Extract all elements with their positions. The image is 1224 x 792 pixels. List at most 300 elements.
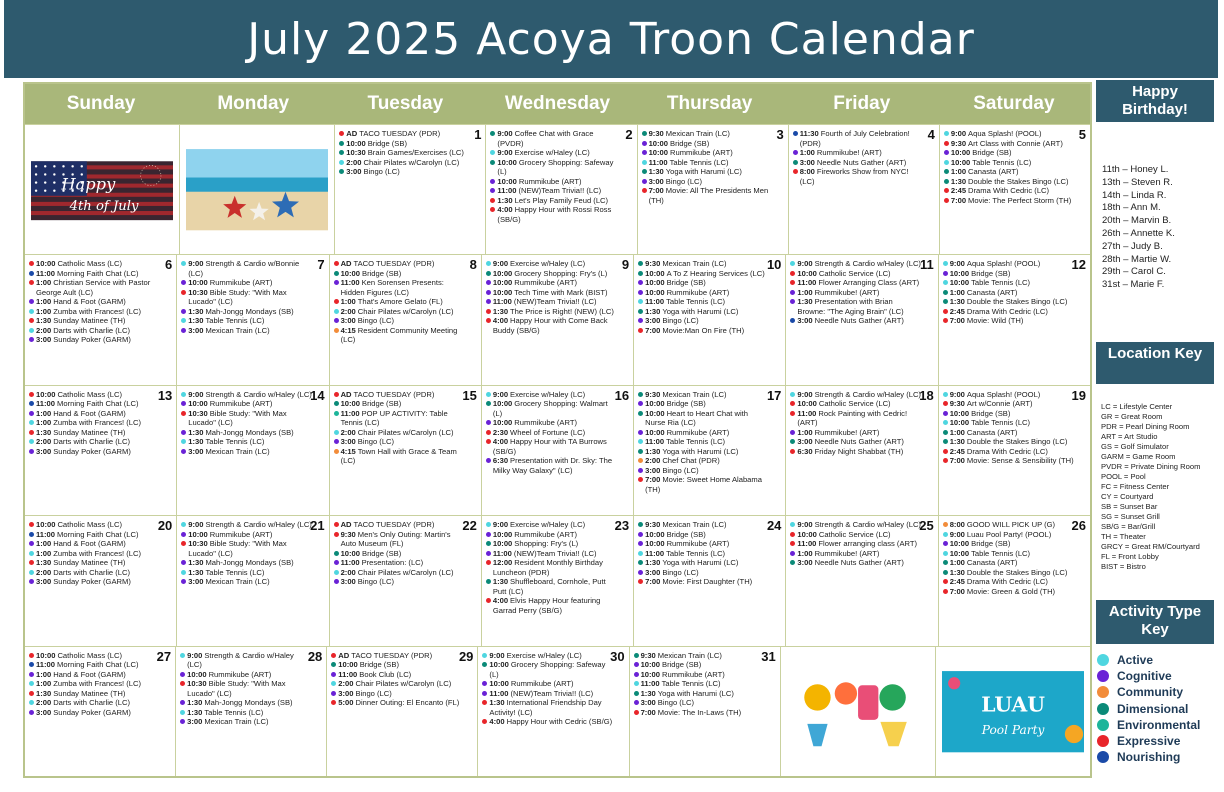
event-item[interactable] <box>638 278 769 288</box>
event-item[interactable] <box>339 158 469 168</box>
event-item[interactable] <box>790 390 921 400</box>
event-item[interactable] <box>943 437 1074 447</box>
event-time: 10:00 <box>187 669 207 679</box>
activity-type-dot <box>943 551 948 556</box>
activity-type-dot <box>790 532 795 537</box>
event-item[interactable] <box>638 549 769 559</box>
day-cell[interactable] <box>789 124 940 254</box>
event-item[interactable] <box>482 698 612 717</box>
event-item[interactable] <box>943 539 1074 549</box>
day-cell[interactable] <box>478 646 629 776</box>
day-cell[interactable] <box>786 515 938 645</box>
event-description: Mah-Jongg Mondays (SB) <box>205 306 294 316</box>
event-item[interactable] <box>486 297 617 307</box>
activity-type-dot <box>29 522 34 527</box>
activity-type-dot <box>490 207 495 212</box>
event-description: Rummikube (ART) <box>209 529 273 539</box>
activity-type-dot <box>943 589 948 594</box>
event-item[interactable] <box>943 456 1074 466</box>
event-item[interactable] <box>638 539 769 549</box>
event-item[interactable] <box>638 475 769 494</box>
event-item[interactable] <box>943 428 1074 438</box>
event-item[interactable] <box>634 660 764 670</box>
event-item[interactable] <box>334 428 465 438</box>
event-item[interactable] <box>638 307 769 317</box>
event-item[interactable] <box>943 577 1074 587</box>
event-item[interactable] <box>29 689 159 699</box>
event-item[interactable] <box>180 670 310 680</box>
event-item[interactable] <box>29 297 160 307</box>
event-item[interactable] <box>793 158 923 168</box>
event-time: 10:00 <box>949 548 970 558</box>
event-item[interactable] <box>29 335 160 345</box>
event-time: 1:00 <box>949 427 965 437</box>
day-cell[interactable] <box>25 385 177 515</box>
event-item[interactable] <box>29 326 160 336</box>
event-item[interactable] <box>486 316 617 335</box>
event-item[interactable] <box>486 437 617 456</box>
event-item[interactable] <box>29 278 160 297</box>
event-item[interactable] <box>482 651 612 661</box>
event-item[interactable] <box>334 399 465 409</box>
day-cell[interactable] <box>25 515 177 645</box>
event-item[interactable] <box>334 269 465 279</box>
event-time: 10:30 <box>188 539 208 549</box>
event-item[interactable] <box>943 549 1074 559</box>
event-item[interactable] <box>334 437 465 447</box>
event-item[interactable] <box>486 520 617 530</box>
event-item[interactable] <box>638 259 769 269</box>
event-description: Hand & Foot (GARM) <box>53 408 126 418</box>
event-item[interactable] <box>642 129 772 139</box>
event-item[interactable] <box>29 447 160 457</box>
event-item[interactable] <box>331 679 461 689</box>
event-item[interactable] <box>29 698 159 708</box>
day-cell[interactable] <box>786 385 938 515</box>
event-item[interactable] <box>29 307 160 317</box>
event-item[interactable] <box>790 278 921 288</box>
event-item[interactable] <box>334 549 465 559</box>
event-item[interactable] <box>181 390 312 400</box>
event-item[interactable] <box>334 520 465 530</box>
event-time: 4:15 <box>340 446 356 456</box>
event-item[interactable] <box>943 520 1074 530</box>
day-cell[interactable] <box>330 515 482 645</box>
activity-type-dot <box>181 430 186 435</box>
event-item[interactable] <box>634 651 764 661</box>
activity-type-dot <box>29 551 34 556</box>
event-item[interactable] <box>181 520 312 530</box>
event-item[interactable] <box>490 158 620 177</box>
day-cell[interactable] <box>939 515 1090 645</box>
day-cell[interactable] <box>634 254 786 384</box>
event-item[interactable] <box>490 148 620 158</box>
event-item[interactable] <box>642 158 772 168</box>
event-time: 1:30 <box>949 567 965 577</box>
event-item[interactable] <box>944 177 1074 187</box>
event-item[interactable] <box>790 530 921 540</box>
event-time: 11:00 <box>36 268 56 278</box>
event-item[interactable] <box>634 698 764 708</box>
birthday-item: 13th – Steven R. <box>1102 176 1173 188</box>
event-item[interactable] <box>29 660 159 670</box>
event-item[interactable] <box>486 390 617 400</box>
day-cell[interactable] <box>486 124 637 254</box>
event-item[interactable] <box>180 717 310 727</box>
event-item[interactable] <box>642 139 772 149</box>
event-item[interactable] <box>334 297 465 307</box>
event-item[interactable] <box>486 596 617 615</box>
activity-type-dot <box>29 318 34 323</box>
event-item[interactable] <box>334 326 465 345</box>
event-item[interactable] <box>638 530 769 540</box>
event-item[interactable] <box>790 288 921 298</box>
event-item[interactable] <box>943 259 1074 269</box>
event-item[interactable] <box>29 530 160 540</box>
event-item[interactable] <box>29 549 160 559</box>
event-item[interactable] <box>29 539 160 549</box>
event-item[interactable] <box>638 428 769 438</box>
day-number: 27 <box>156 648 172 664</box>
event-item[interactable] <box>181 437 312 447</box>
event-item[interactable] <box>486 278 617 288</box>
event-item[interactable] <box>638 409 769 428</box>
event-item[interactable] <box>790 409 921 428</box>
event-item[interactable] <box>180 708 310 718</box>
event-item[interactable] <box>482 660 612 679</box>
event-item[interactable] <box>180 698 310 708</box>
event-description: Grocery Shopping: Safeway (L) <box>497 157 614 176</box>
event-item[interactable] <box>943 418 1074 428</box>
event-item[interactable] <box>29 679 159 689</box>
event-item[interactable] <box>642 148 772 158</box>
event-item[interactable] <box>181 577 312 587</box>
event-description: Bingo (LC) <box>662 567 699 577</box>
event-item[interactable] <box>790 428 921 438</box>
day-cell[interactable] <box>630 646 781 776</box>
event-item[interactable] <box>29 269 160 279</box>
event-item[interactable] <box>29 651 159 661</box>
event-description: Double the Stakes Bingo (LC) <box>966 297 1068 307</box>
event-item[interactable] <box>944 158 1074 168</box>
event-description: Table Tennis (LC) <box>661 679 721 689</box>
event-time: 1:30 <box>187 698 203 708</box>
event-item[interactable] <box>943 316 1074 326</box>
event-description: Table Tennis (LC) <box>971 418 1031 428</box>
event-item[interactable] <box>181 278 312 288</box>
event-item[interactable] <box>943 390 1074 400</box>
event-item[interactable] <box>334 558 465 568</box>
event-item[interactable] <box>331 651 461 661</box>
event-item[interactable] <box>944 196 1074 206</box>
event-item[interactable] <box>642 177 772 187</box>
activity-type-dot <box>944 169 949 174</box>
day-cell[interactable] <box>634 385 786 515</box>
day-cell[interactable] <box>482 385 634 515</box>
event-item[interactable] <box>490 177 620 187</box>
activity-type-dot <box>486 420 491 425</box>
event-item[interactable] <box>486 307 617 317</box>
event-item[interactable] <box>790 447 921 457</box>
day-cell[interactable] <box>939 254 1090 384</box>
event-item[interactable] <box>793 167 923 186</box>
activity-type-dot <box>334 449 339 454</box>
event-time: 6:30 <box>492 456 509 466</box>
event-item[interactable] <box>29 708 159 718</box>
event-item[interactable] <box>642 167 772 177</box>
event-item[interactable] <box>790 399 921 409</box>
event-item[interactable] <box>790 520 921 530</box>
activity-type-dot <box>181 318 186 323</box>
event-item[interactable] <box>181 428 312 438</box>
event-item[interactable] <box>331 689 461 699</box>
day-cell[interactable] <box>176 646 327 776</box>
event-item[interactable] <box>334 278 465 297</box>
event-item[interactable] <box>638 297 769 307</box>
event-item[interactable] <box>334 577 465 587</box>
day-cell[interactable] <box>939 385 1090 515</box>
event-item[interactable] <box>181 288 312 307</box>
event-item[interactable] <box>29 390 160 400</box>
event-item[interactable] <box>943 399 1074 409</box>
day-cell[interactable] <box>482 254 634 384</box>
event-item[interactable] <box>638 466 769 476</box>
event-item[interactable] <box>638 326 769 336</box>
event-item[interactable] <box>29 520 160 530</box>
event-item[interactable] <box>486 418 617 428</box>
day-cell[interactable] <box>330 385 482 515</box>
day-cell[interactable] <box>638 124 789 254</box>
event-item[interactable] <box>181 316 312 326</box>
event-item[interactable] <box>181 326 312 336</box>
event-description: Dinner Outing: El Encanto (FL) <box>355 698 460 708</box>
event-description: Bridge (SB) <box>971 268 1011 278</box>
event-item[interactable] <box>943 447 1074 457</box>
event-item[interactable] <box>334 390 465 400</box>
activity-type-dot <box>486 458 491 463</box>
event-item[interactable] <box>29 409 160 419</box>
day-cell[interactable] <box>177 515 329 645</box>
event-item[interactable] <box>790 539 921 549</box>
event-item[interactable] <box>634 708 764 718</box>
event-item[interactable] <box>490 196 620 206</box>
event-item[interactable] <box>486 456 617 475</box>
event-item[interactable] <box>181 558 312 568</box>
event-item[interactable] <box>943 269 1074 279</box>
event-item[interactable] <box>29 568 160 578</box>
event-item[interactable] <box>943 530 1074 540</box>
day-cell[interactable] <box>25 646 176 776</box>
event-item[interactable] <box>181 409 312 428</box>
event-item[interactable] <box>482 689 612 699</box>
event-item[interactable] <box>638 437 769 447</box>
event-item[interactable] <box>638 288 769 298</box>
event-item[interactable] <box>180 679 310 698</box>
event-item[interactable] <box>634 689 764 699</box>
event-item[interactable] <box>638 269 769 279</box>
day-cell[interactable] <box>177 385 329 515</box>
event-item[interactable] <box>638 390 769 400</box>
event-item[interactable] <box>29 670 159 680</box>
event-item[interactable] <box>334 568 465 578</box>
event-item[interactable] <box>334 409 465 428</box>
event-item[interactable] <box>334 259 465 269</box>
event-item[interactable] <box>181 568 312 578</box>
event-item[interactable] <box>334 447 465 466</box>
event-time: 2:00 <box>340 567 356 577</box>
activity-type-dot <box>944 160 949 165</box>
event-item[interactable] <box>944 139 1074 149</box>
event-item[interactable] <box>334 530 465 549</box>
event-item[interactable] <box>339 139 469 149</box>
activity-swatch-icon <box>1097 735 1109 747</box>
event-item[interactable] <box>482 717 612 727</box>
event-item[interactable] <box>486 530 617 540</box>
event-item[interactable] <box>180 651 310 670</box>
event-item[interactable] <box>490 129 620 148</box>
event-item[interactable] <box>486 539 617 549</box>
event-item[interactable] <box>181 399 312 409</box>
event-item[interactable] <box>642 186 772 205</box>
event-description: Bridge (SB) <box>971 539 1011 549</box>
event-item[interactable] <box>943 568 1074 578</box>
event-item[interactable] <box>943 587 1074 597</box>
event-item[interactable] <box>790 259 921 269</box>
event-time: 10:00 <box>497 176 517 186</box>
event-item[interactable] <box>638 399 769 409</box>
event-item[interactable] <box>943 288 1074 298</box>
event-item[interactable] <box>943 409 1074 419</box>
event-item[interactable] <box>944 129 1074 139</box>
event-item[interactable] <box>944 167 1074 177</box>
event-item[interactable] <box>943 307 1074 317</box>
event-time: 4:00 <box>492 316 509 326</box>
event-item[interactable] <box>790 558 921 568</box>
event-item[interactable] <box>944 148 1074 158</box>
activity-type-dot <box>642 160 647 165</box>
event-time: 3:00 <box>340 437 356 447</box>
event-item[interactable] <box>334 307 465 317</box>
event-item[interactable] <box>793 148 923 158</box>
event-item[interactable] <box>638 577 769 587</box>
event-item[interactable] <box>181 530 312 540</box>
event-item[interactable] <box>29 558 160 568</box>
event-item[interactable] <box>486 269 617 279</box>
event-description: Grocery Shopping: Fry's (L) <box>514 268 608 278</box>
day-cell[interactable] <box>177 254 329 384</box>
event-item[interactable] <box>486 549 617 559</box>
day-cell[interactable] <box>786 254 938 384</box>
event-item[interactable] <box>943 297 1074 307</box>
event-item[interactable] <box>482 679 612 689</box>
event-item[interactable] <box>634 679 764 689</box>
event-item[interactable] <box>490 205 620 224</box>
event-list <box>181 520 324 587</box>
event-item[interactable] <box>334 316 465 326</box>
event-item[interactable] <box>790 297 921 316</box>
day-cell[interactable] <box>335 124 486 254</box>
event-item[interactable] <box>29 259 160 269</box>
event-item[interactable] <box>181 259 312 278</box>
event-item[interactable] <box>486 428 617 438</box>
birthday-header: Happy Birthday! <box>1096 80 1214 122</box>
day-number: 23 <box>614 518 630 534</box>
event-item[interactable] <box>486 399 617 418</box>
day-cell[interactable] <box>940 124 1090 254</box>
day-cell[interactable] <box>330 254 482 384</box>
event-item[interactable] <box>634 670 764 680</box>
event-item[interactable] <box>181 447 312 457</box>
event-item[interactable] <box>181 539 312 558</box>
event-description: Sunday Poker (GARM) <box>53 707 131 717</box>
event-description: TACO TUESDAY (PDR) <box>351 650 433 660</box>
event-item[interactable] <box>790 269 921 279</box>
event-item[interactable] <box>790 316 921 326</box>
event-item[interactable] <box>486 288 617 298</box>
event-item[interactable] <box>944 186 1074 196</box>
activity-type-dot <box>943 299 948 304</box>
event-item[interactable] <box>943 558 1074 568</box>
event-item[interactable] <box>331 698 461 708</box>
event-description: Double the Stakes Bingo (LC) <box>966 567 1068 577</box>
event-description: Bridge (SB) <box>670 138 710 148</box>
event-item[interactable] <box>490 186 620 196</box>
day-cell[interactable] <box>634 515 786 645</box>
event-item[interactable] <box>790 549 921 559</box>
event-item[interactable] <box>638 456 769 466</box>
day-number: 18 <box>919 387 934 403</box>
event-item[interactable] <box>29 418 160 428</box>
activity-key-item <box>1097 668 1221 684</box>
event-item[interactable] <box>29 437 160 447</box>
event-description: Mexican Train (LC) <box>205 446 270 456</box>
event-item[interactable] <box>339 129 469 139</box>
event-item[interactable] <box>29 316 160 326</box>
event-item[interactable] <box>486 577 617 596</box>
event-item[interactable] <box>331 660 461 670</box>
event-item[interactable] <box>638 568 769 578</box>
event-item[interactable] <box>486 558 617 577</box>
day-cell[interactable] <box>25 254 177 384</box>
event-item[interactable] <box>29 428 160 438</box>
event-item[interactable] <box>29 399 160 409</box>
luau-pool-party-image <box>942 653 1084 770</box>
event-item[interactable] <box>181 307 312 317</box>
event-item[interactable] <box>943 278 1074 288</box>
event-item[interactable] <box>29 577 160 587</box>
event-description: Drama With Cedric (LC) <box>966 306 1048 316</box>
event-time: 10:30 <box>187 679 207 689</box>
event-item[interactable] <box>486 259 617 269</box>
event-item[interactable] <box>638 316 769 326</box>
activity-type-dot <box>181 392 186 397</box>
activity-type-dot <box>638 430 643 435</box>
event-item[interactable] <box>638 447 769 457</box>
activity-type-dot <box>29 532 34 537</box>
event-item[interactable] <box>638 520 769 530</box>
event-time: 9:30 <box>648 129 664 138</box>
activity-type-dot <box>638 401 643 406</box>
event-item[interactable] <box>339 148 469 158</box>
event-item[interactable] <box>339 167 469 177</box>
day-cell[interactable] <box>482 515 634 645</box>
event-item[interactable] <box>638 558 769 568</box>
event-description: Drama With Cedric (LC) <box>968 186 1050 195</box>
event-item[interactable] <box>793 129 923 148</box>
event-item[interactable] <box>331 670 461 680</box>
day-cell[interactable] <box>327 646 478 776</box>
event-item[interactable] <box>790 437 921 447</box>
